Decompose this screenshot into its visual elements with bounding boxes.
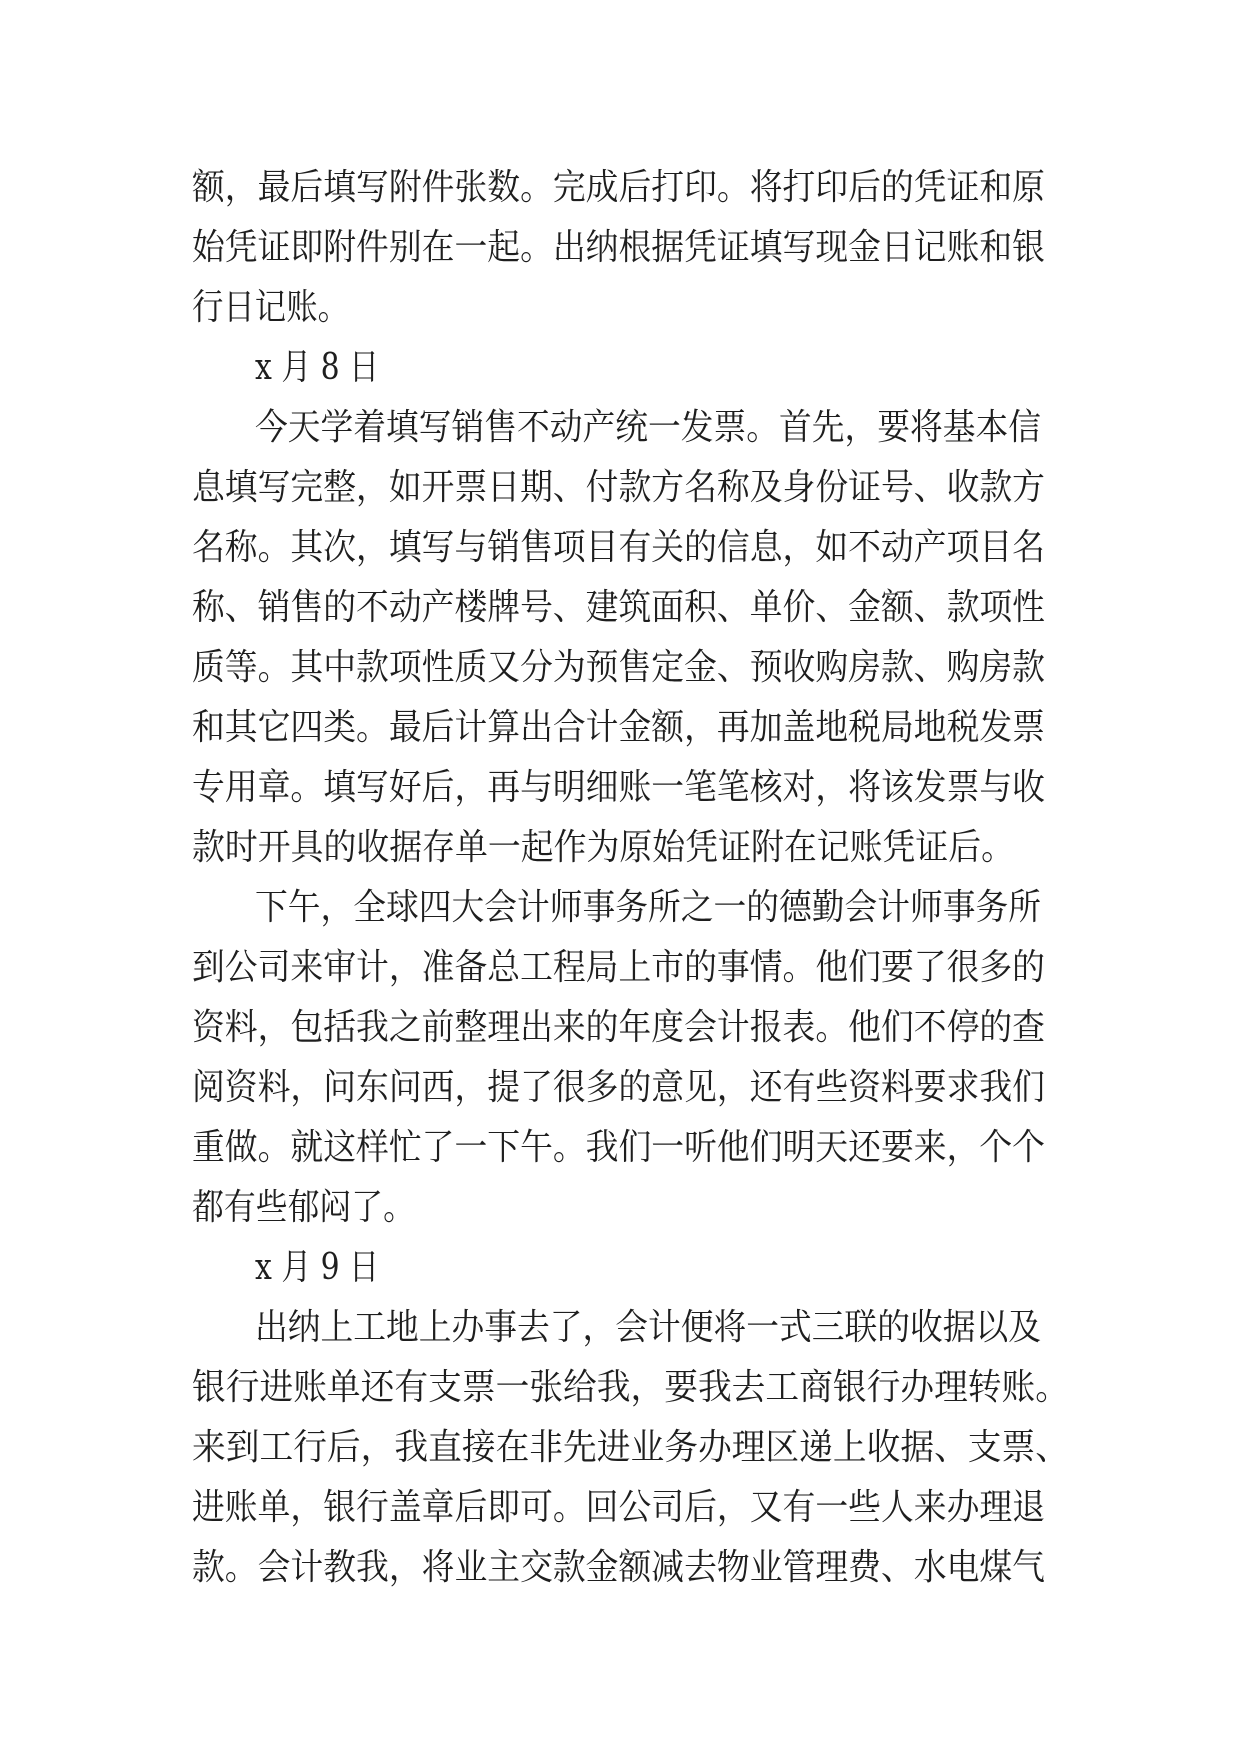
line-12: 款时开具的收据存单一起作为原始凭证附在记账凭证后。 — [192, 827, 1014, 868]
line-7: 名称。其次，填写与销售项目有关的信息，如不动产项目名 — [192, 527, 1045, 568]
line-17: 重做。就这样忙了一下午。我们一听他们明天还要来，个个 — [192, 1127, 1045, 1168]
line-22: 来到工行后，我直接在非先进业务办理区递上收据、支票、 — [192, 1427, 1069, 1468]
line-21: 银行进账单还有支票一张给我，要我去工商银行办理转账。 — [192, 1367, 1069, 1408]
line-18: 都有些郁闷了。 — [192, 1187, 415, 1228]
date-heading-aug9: x 月 9 日 — [255, 1247, 379, 1288]
line-11: 专用章。填写好后，再与明细账一笔笔核对，将该发票与收 — [192, 767, 1045, 808]
date-heading-aug8: x 月 8 日 — [255, 347, 379, 388]
line-10: 和其它四类。最后计算出合计金额，再加盖地税局地税发票 — [192, 707, 1045, 748]
line-14: 到公司来审计，准备总工程局上市的事情。他们要了很多的 — [192, 947, 1045, 988]
line-16: 阅资料，问东问西，提了很多的意见，还有些资料要求我们 — [192, 1067, 1045, 1108]
line-2: 始凭证即附件别在一起。出纳根据凭证填写现金日记账和银 — [192, 227, 1045, 268]
line-20: 出纳上工地上办事去了，会计便将一式三联的收据以及 — [255, 1307, 1041, 1348]
line-23: 进账单，银行盖章后即可。回公司后，又有一些人来办理退 — [192, 1487, 1045, 1528]
line-6: 息填写完整，如开票日期、付款方名称及身份证号、收款方 — [192, 467, 1045, 508]
line-24: 款。会计教我，将业主交款金额减去物业管理费、水电煤气 — [192, 1547, 1045, 1588]
line-13: 下午，全球四大会计师事务所之一的德勤会计师事务所 — [255, 887, 1041, 928]
line-15: 资料，包括我之前整理出来的年度会计报表。他们不停的查 — [192, 1007, 1045, 1048]
line-1: 额，最后填写附件张数。完成后打印。将打印后的凭证和原 — [192, 167, 1045, 208]
line-8: 称、销售的不动产楼牌号、建筑面积、单价、金额、款项性 — [192, 587, 1045, 628]
line-5: 今天学着填写销售不动产统一发票。首先，要将基本信 — [255, 407, 1041, 448]
line-3: 行日记账。 — [192, 287, 349, 328]
line-9: 质等。其中款项性质又分为预售定金、预收购房款、购房款 — [192, 647, 1045, 688]
